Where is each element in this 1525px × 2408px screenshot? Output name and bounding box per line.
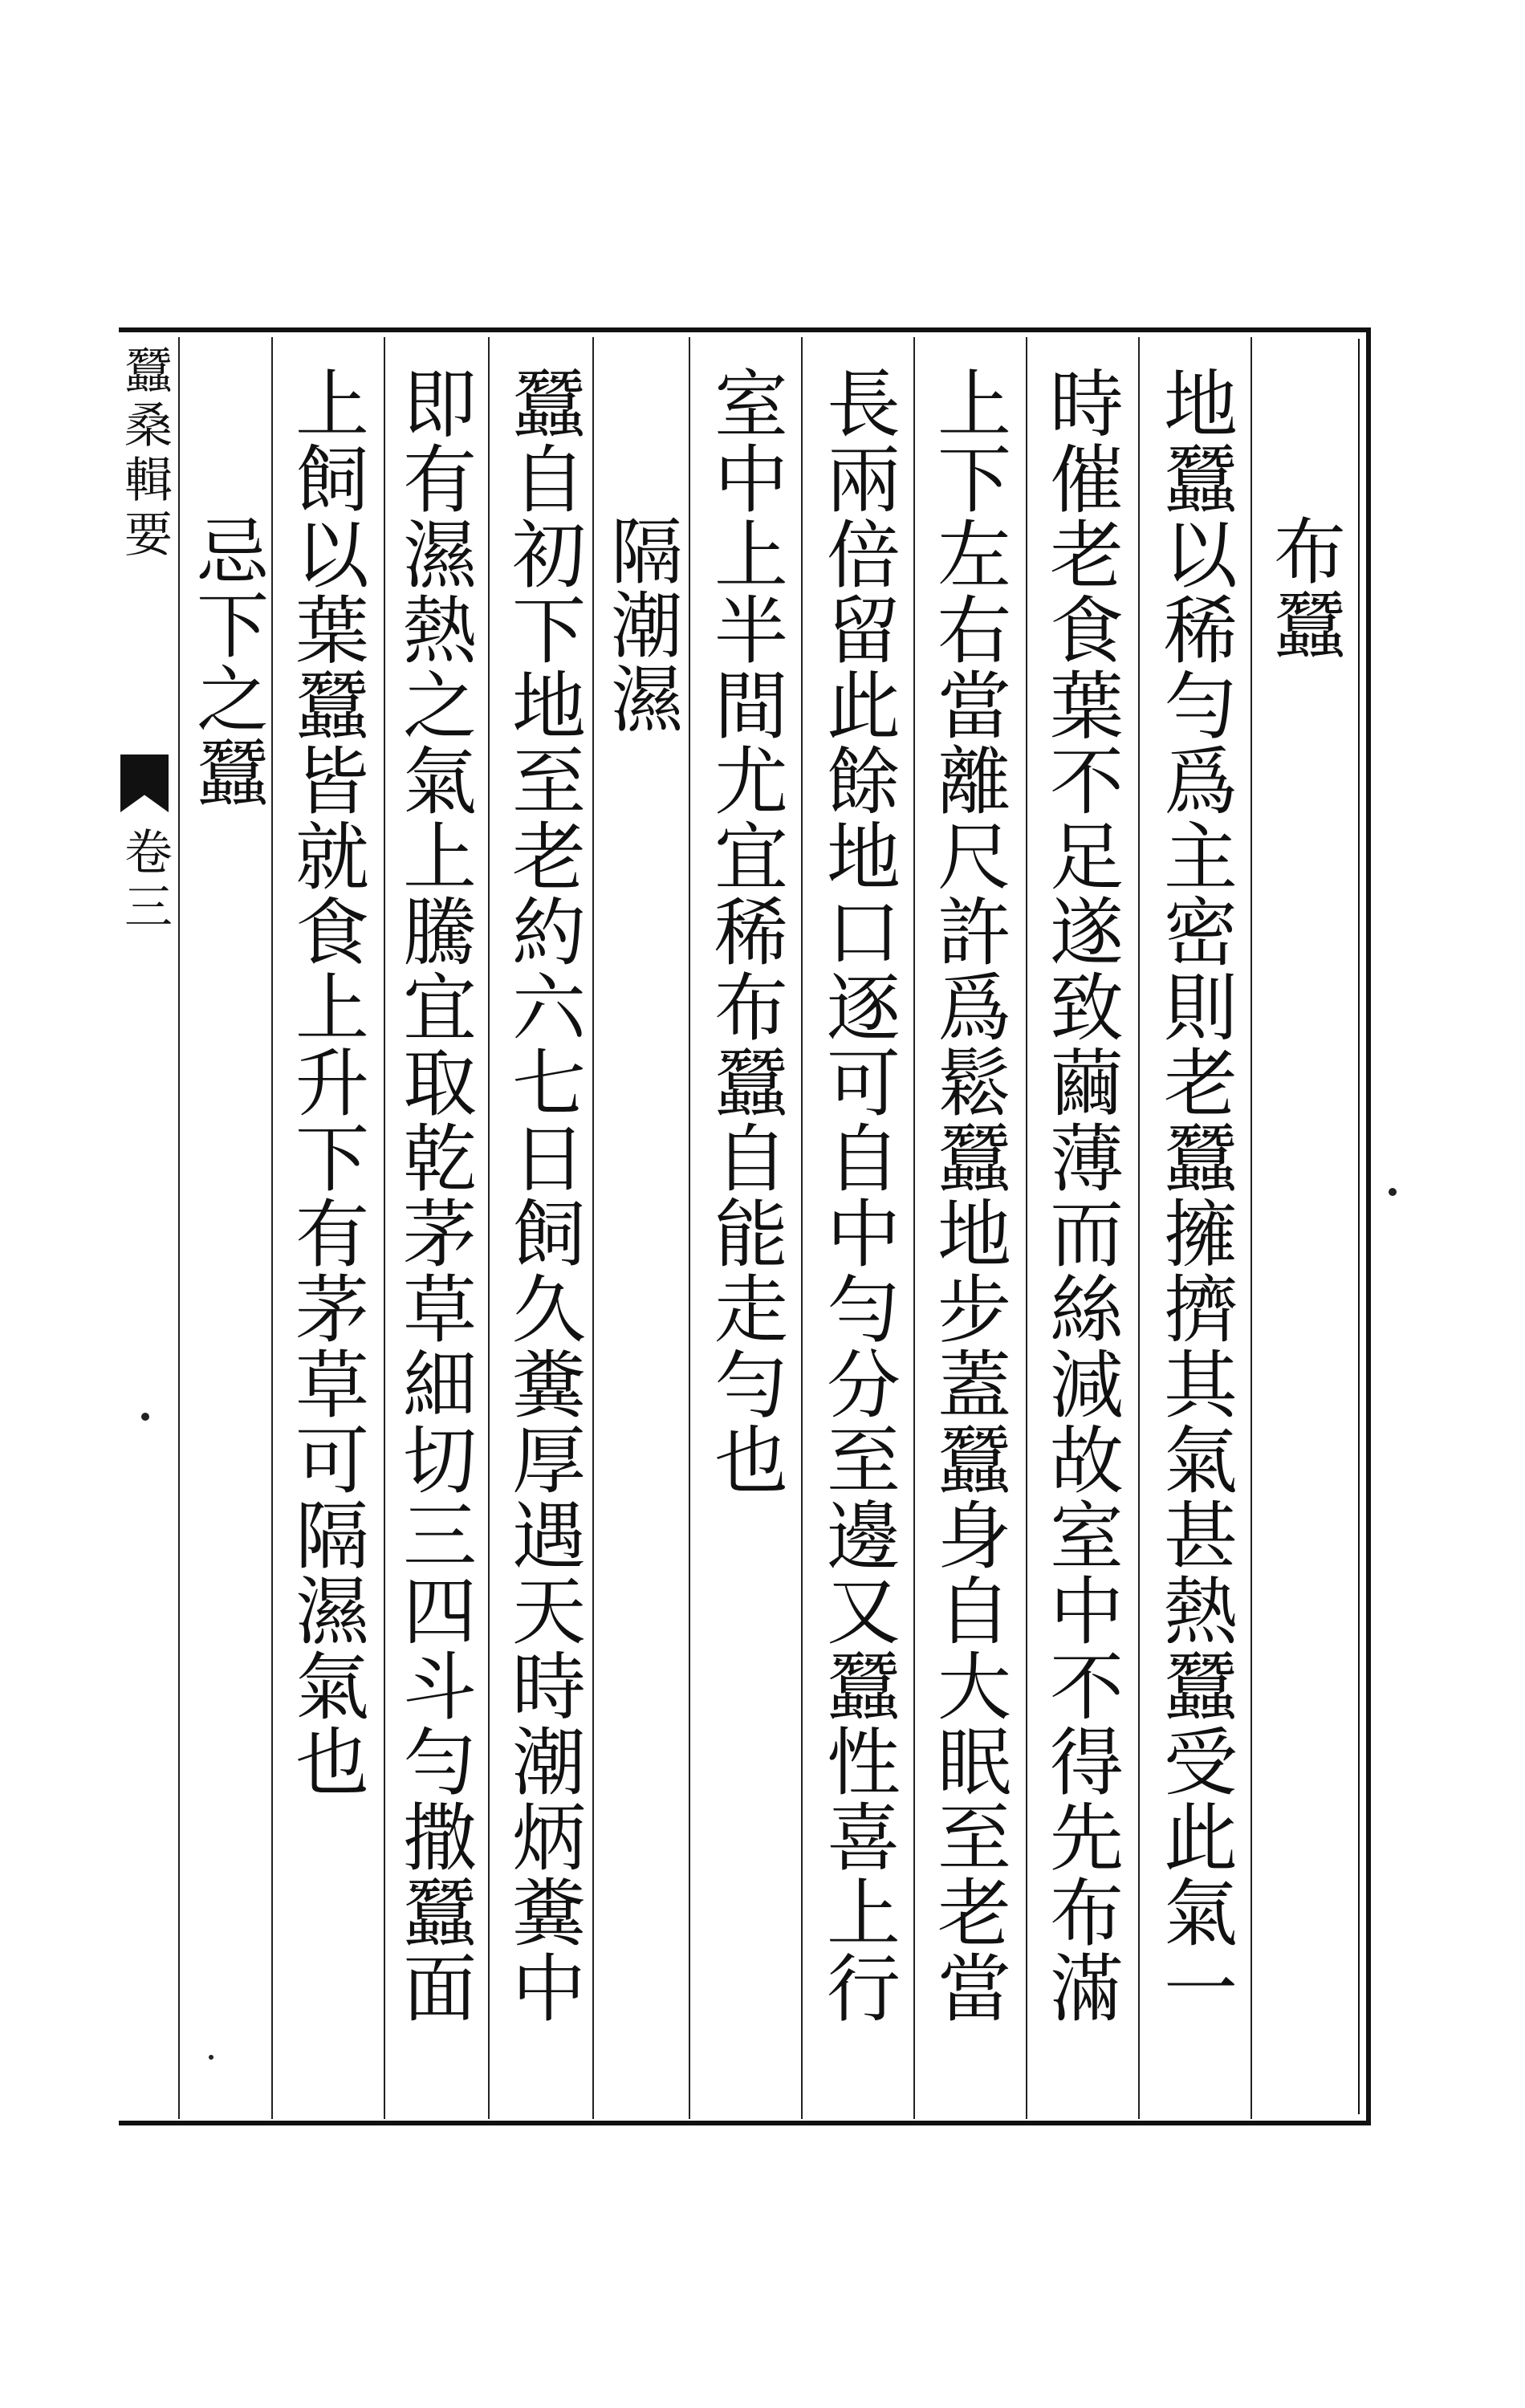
body-column: 地蠶以稀勻爲主密則老蠶擁擠其氣甚熱蠶受此氣一	[1152, 365, 1238, 2025]
section-heading: 忌下之蠶	[184, 514, 268, 809]
column-rule	[1026, 337, 1027, 2119]
body-column: 上飼以葉蠶皆就食上升下有茅草可隔濕氣也	[283, 365, 369, 1799]
section-heading: 隔潮濕	[598, 514, 682, 735]
scan-speck	[141, 1413, 149, 1421]
column-rule	[488, 337, 490, 2119]
column-rule	[1250, 337, 1252, 2119]
column-rule	[384, 337, 385, 2119]
column-rule	[689, 337, 690, 2119]
body-column: 上下左右當離尺許爲鬆蠶地步蓋蠶身自大眠至老當	[925, 365, 1011, 2025]
scan-speck	[1389, 1188, 1397, 1196]
scan-speck	[209, 2055, 214, 2060]
section-heading: 布蠶	[1261, 514, 1345, 661]
margin-book-title: 蠶桑輯要	[116, 345, 173, 563]
body-column: 即有濕熱之氣上騰宜取乾茅草細切三四斗勻撒蠶面	[391, 365, 477, 2025]
body-column: 長兩倍留此餘地口逐可自中勻分至邊又蠶性喜上行	[815, 365, 901, 2025]
body-column: 時催老食葉不足遂致繭薄而絲減故室中不得先布滿	[1038, 365, 1124, 2025]
column-rule	[913, 337, 915, 2119]
column-rule	[592, 337, 594, 2119]
column-rule	[178, 337, 180, 2119]
body-column: 蠶自初下地至老約六七日飼久糞厚遇天時潮炳糞中	[500, 365, 586, 2025]
column-rule	[1138, 337, 1140, 2119]
body-column: 室中上半間尤宜稀布蠶自能走勻也	[702, 365, 788, 1497]
column-rule	[271, 337, 273, 2119]
margin-folio: 卷三	[116, 827, 173, 936]
column-rule	[801, 337, 803, 2119]
